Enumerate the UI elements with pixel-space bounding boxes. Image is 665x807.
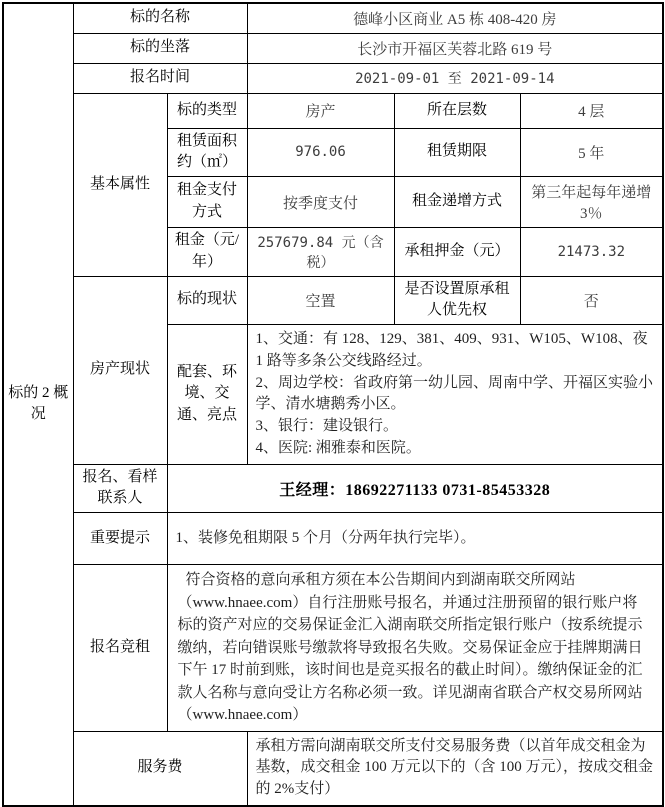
signup-bid-label: 报名竞租	[73, 565, 167, 732]
row-location	[3, 33, 663, 63]
location-value: 长沙市开福区芙蓉北路 619 号	[247, 33, 663, 63]
row-notice	[3, 513, 663, 565]
priority-right-value: 否	[520, 276, 663, 325]
payment-method-value: 按季度支付	[247, 177, 394, 228]
row-contact	[3, 464, 663, 513]
listing-table	[2, 2, 664, 807]
payment-method-label: 租金支付方式	[167, 177, 247, 228]
contact-label: 报名、看样联系人	[73, 464, 167, 513]
features-label: 配套、环境、交通、亮点	[167, 325, 247, 465]
increase-method-value: 第三年起每年递增 3％	[520, 177, 663, 228]
feature-line-transport: 1、交通：有 128、129、381、409、931、W105、W108、夜 1 路等多条公交线路经过。	[255, 331, 648, 369]
floor-value: 4 层	[520, 93, 663, 128]
row-status-current	[3, 276, 663, 325]
name-label: 标的名称	[73, 3, 247, 33]
service-fee-label: 服务费	[73, 731, 247, 806]
term-label: 租赁期限	[394, 128, 520, 177]
feature-line-hospital: 4、医院: 湘雅泰和医院。	[255, 439, 421, 456]
notice-value: 1、装修免租期限 5 个月（分两年执行完毕）。	[167, 513, 663, 565]
deposit-label: 承租押金（元）	[394, 228, 520, 277]
signup-bid-value: 符合资格的意向承租方须在本公告期间内到湖南联交所网站（www.hnaee.com）自行注册账号报名，并通过注册预留的银行账户将标的资产对应的交易保证金汇入湖南联交所指定银行账户（按系统提示缴纳，若向错误账号缴款将导致报名失败。交易保证金应于挂牌期满日下午 17 时前到账，该时间也是竞买报名的截止时间）。缴纳保证金的汇款人名称与意向受让方名称必须一致。详见湖南省联合产权交易所网站（www.hnaee.com）	[167, 565, 663, 732]
rent-label: 租金（元/年）	[167, 228, 247, 277]
type-value: 房产	[247, 93, 394, 128]
deposit-value: 21473.32	[520, 228, 663, 277]
increase-method-label: 租金递增方式	[394, 177, 520, 228]
current-status-value: 空置	[247, 276, 394, 325]
status-group-label: 房产现状	[73, 276, 167, 464]
rent-value: 257679.84 元（含税）	[247, 228, 394, 277]
service-fee-value: 承租方需向湖南联交所支付交易服务费（以首年成交租金为基数，成交租金 100 万元以下的（含 100 万元），按成交租金的 2%支付）	[247, 731, 663, 806]
signup-time-label: 报名时间	[73, 63, 247, 93]
row-basic-type	[3, 93, 663, 128]
basic-group-label: 基本属性	[73, 93, 167, 276]
features-value	[247, 325, 663, 465]
priority-right-label: 是否设置原承租人优先权	[394, 276, 520, 325]
notice-label: 重要提示	[73, 513, 167, 565]
row-signup-time	[3, 63, 663, 93]
feature-line-bank: 3、银行：建设银行。	[255, 418, 399, 434]
overview-label: 标的 2 概况	[3, 3, 73, 806]
type-label: 标的类型	[167, 93, 247, 128]
current-status-label: 标的现状	[167, 276, 247, 325]
name-value: 德峰小区商业 A5 栋 408-420 房	[247, 3, 663, 33]
contact-value: 王经理：18692271133 0731-85453328	[167, 464, 663, 513]
floor-label: 所在层数	[394, 93, 520, 128]
term-value: 5 年	[520, 128, 663, 177]
feature-line-schools: 2、周边学校：省政府第一幼儿园、周南中学、开福区实验小学、清水塘鹅秀小区。	[255, 374, 654, 413]
row-name	[3, 3, 663, 33]
row-signup-bid	[3, 565, 663, 732]
area-label: 租赁面积约（㎡）	[167, 128, 247, 177]
signup-time-value: 2021-09-01 至 2021-09-14	[247, 63, 663, 93]
location-label: 标的坐落	[73, 33, 247, 63]
row-service-fee	[3, 731, 663, 806]
area-value: 976.06	[247, 128, 394, 177]
